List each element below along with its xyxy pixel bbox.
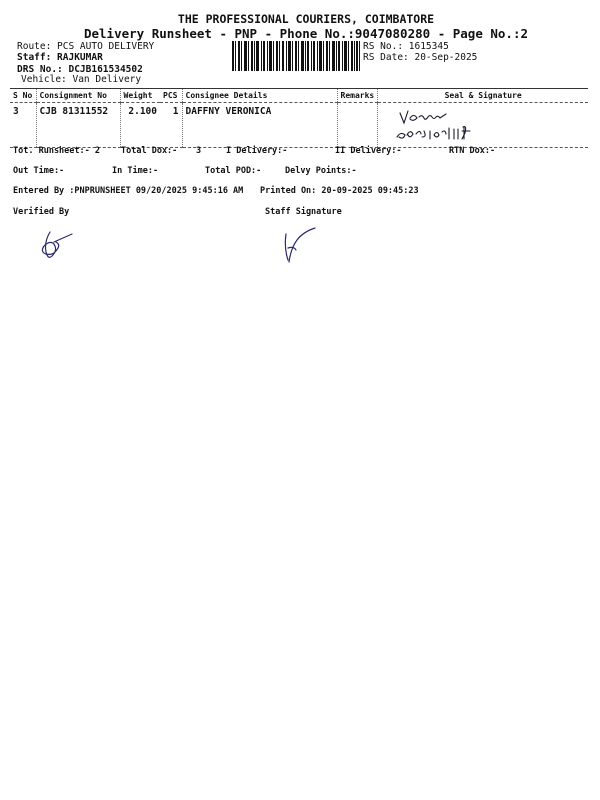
rs-number: RS No.: 1615345 [363,41,449,52]
col-consignee: Consignee Details [182,89,337,103]
cell-pcs: 1 [160,103,182,148]
col-sno: S No [10,89,36,103]
cell-remarks [337,103,378,148]
cell-consignee: DAFFNY VERONICA [182,103,337,148]
route-label: Route: PCS AUTO DELIVERY [17,41,155,52]
printed-on: Printed On: 20-09-2025 09:45:23 [260,186,419,196]
company-title: THE PROFESSIONAL COURIERS, COIMBATORE [177,12,435,26]
rs-date: RS Date: 20-Sep-2025 [363,52,478,63]
verifier-signature-image [36,228,78,262]
total-dox-label: Total Dox:- [121,146,178,156]
table-row [10,103,588,148]
table-header-row [10,89,588,103]
drs-number: DRS No.: DCJB161534502 [17,64,143,75]
col-weight: Weight [120,89,160,103]
staff-signature-label: Staff Signature [265,207,342,217]
total-dox-value: 3 [196,146,202,156]
staff-signature-image [280,226,324,266]
runsheet-table [10,88,588,148]
delivery-points: Delvy Points:- [285,166,357,176]
out-time: Out Time:- [13,166,65,176]
col-remarks: Remarks [337,89,378,103]
col-pcs: PCS [160,89,182,103]
col-seal-signature: Seal & Signature [378,89,588,103]
first-delivery: I Delivery:- [226,146,288,156]
second-delivery: II Delivery:- [335,146,402,156]
return-dox: RTN Dox:- [449,146,496,156]
in-time: In Time:- [112,166,159,176]
total-pod: Total POD:- [205,166,262,176]
vehicle-label: Vehicle: Van Delivery [21,74,142,85]
barcode-image [232,41,360,71]
cell-sno: 3 [10,103,36,148]
total-runsheet: Tot. Runsheet:- 2 [13,146,100,156]
cell-weight: 2.100 [120,103,160,148]
staff-label: Staff: RAJKUMAR [17,52,103,63]
cell-consignment: CJB 81311552 [36,103,120,148]
entered-by: Entered By :PNPRUNSHEET 09/20/2025 9:45:16 AM [13,186,244,196]
handwritten-seal-signature [394,105,514,143]
cell-seal-signature [378,103,588,148]
runsheet-subtitle: Delivery Runsheet - PNP - Phone No.:9047080280 - Page No.:2 [83,26,528,41]
verified-by-label: Verified By [13,207,70,217]
col-consignment: Consignment No [36,89,120,103]
